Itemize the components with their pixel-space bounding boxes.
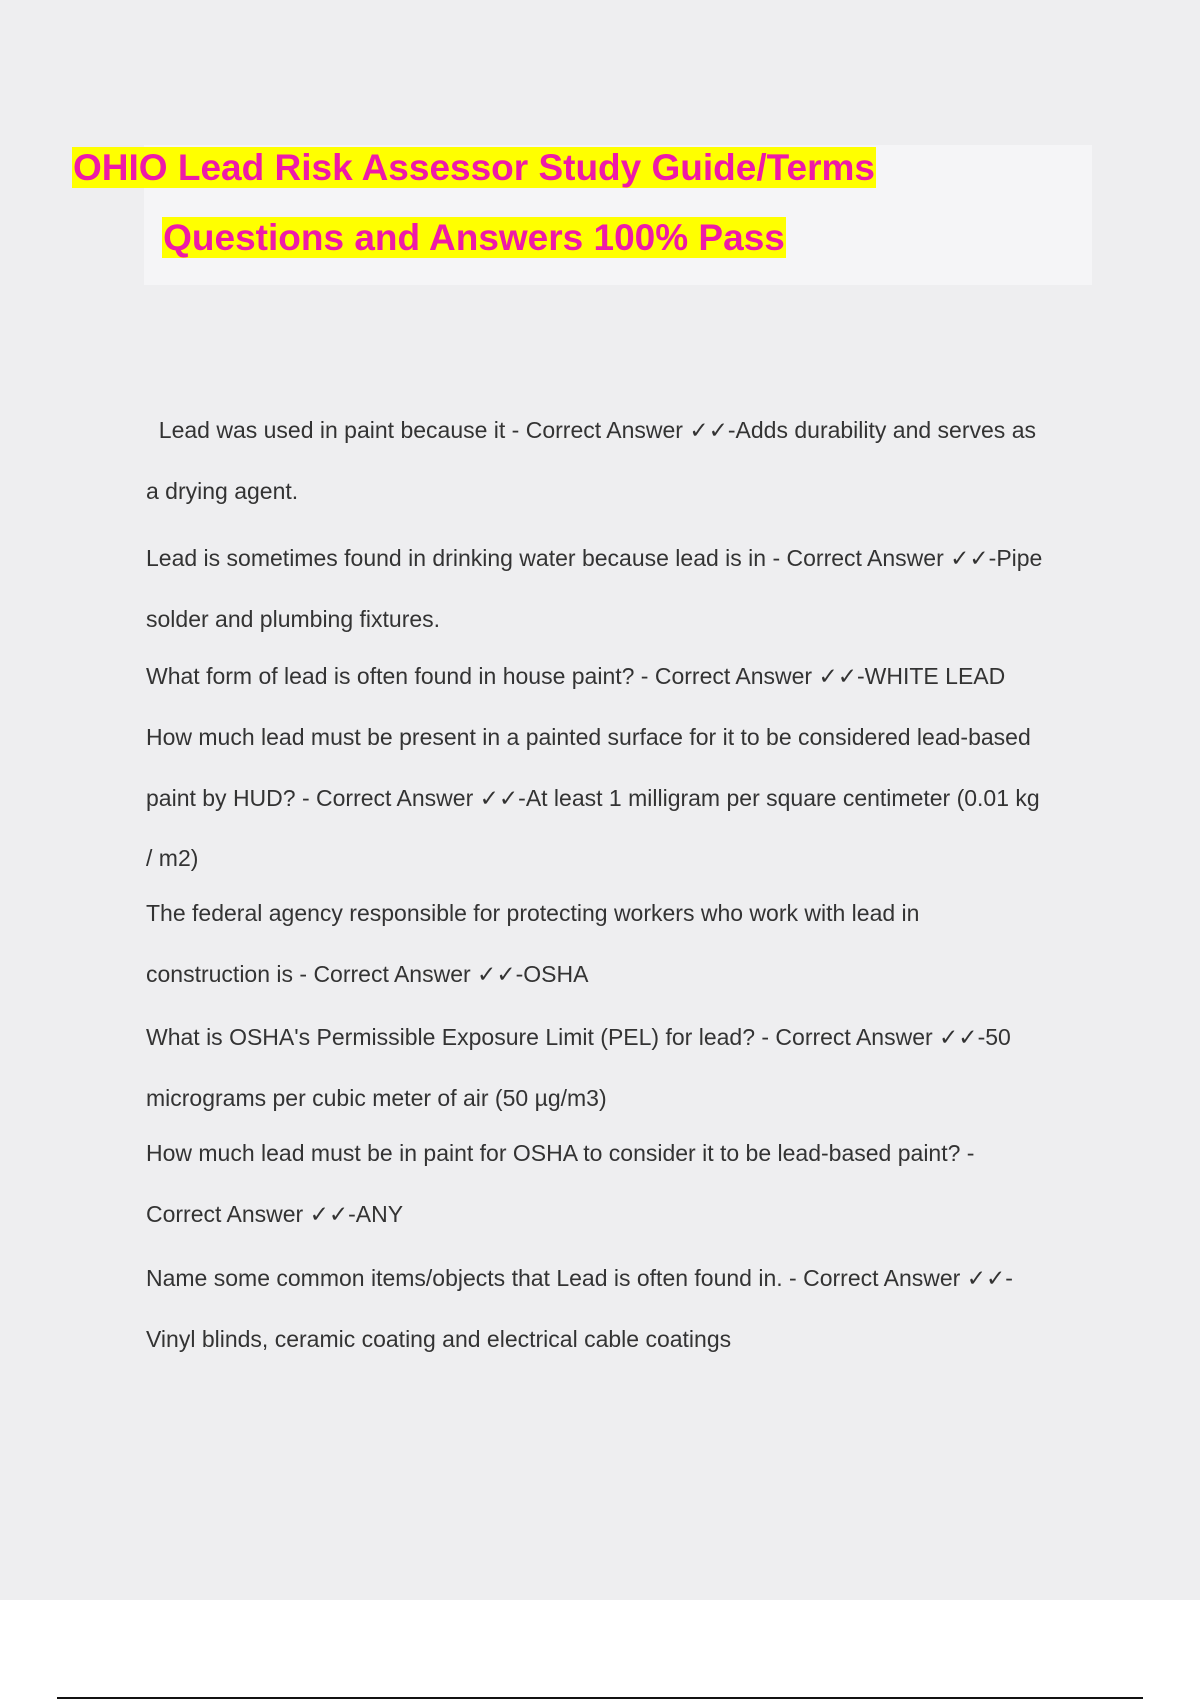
qa-line: micrograms per cubic meter of air (50 µg/m3) [146, 1085, 607, 1111]
qa-line: Lead is sometimes found in drinking water because lead is in - Correct Answer ✓✓-Pipe [146, 545, 1043, 571]
qa-line: How much lead must be present in a painted surface for it to be considered lead-based [146, 724, 1031, 750]
qa-item-house-paint-form [146, 646, 1096, 707]
qa-line: / m2) [146, 845, 199, 871]
qa-item-osha-lead-based [146, 1123, 1096, 1245]
qa-line: Name some common items/objects that Lead is often found in. - Correct Answer ✓✓- [146, 1265, 1013, 1291]
document-title-line-2 [0, 216, 948, 260]
qa-line: paint by HUD? - Correct Answer ✓✓-At least 1 milligram per square centimeter (0.01 kg [146, 784, 1040, 811]
qa-item-hud-threshold [146, 707, 1096, 889]
qa-line: How much lead must be in paint for OSHA to consider it to be lead-based paint? - [146, 1140, 975, 1166]
qa-line: What is OSHA's Permissible Exposure Limit (PEL) for lead? - Correct Answer ✓✓-50 [146, 1024, 1011, 1050]
qa-line: The federal agency responsible for protecting workers who work with lead in [146, 900, 920, 926]
qa-line: Lead was used in paint because it - Correct Answer ✓✓-Adds durability and serves as [146, 417, 1036, 443]
qa-line: What form of lead is often found in house paint? - Correct Answer ✓✓-WHITE LEAD [146, 663, 1006, 689]
qa-item-federal-agency [146, 883, 1096, 1005]
qa-line: Correct Answer ✓✓-ANY [146, 1201, 404, 1227]
title-text-1: OHIO Lead Risk Assessor Study Guide/Terms [73, 147, 875, 188]
qa-item-osha-pel [146, 1007, 1096, 1129]
qa-line: solder and plumbing fixtures. [146, 606, 441, 632]
qa-line: construction is - Correct Answer ✓✓-OSHA [146, 961, 589, 987]
qa-line: Vinyl blinds, ceramic coating and electrical cable coatings [146, 1326, 732, 1352]
title-text-2: Questions and Answers 100% Pass [163, 217, 785, 258]
document-title-line-1 [0, 146, 948, 190]
qa-item-lead-in-paint [146, 400, 1096, 522]
qa-item-common-items [146, 1248, 1096, 1370]
qa-line: a drying agent. [146, 478, 299, 504]
qa-item-drinking-water [146, 528, 1096, 650]
footer-divider [57, 1697, 1143, 1699]
